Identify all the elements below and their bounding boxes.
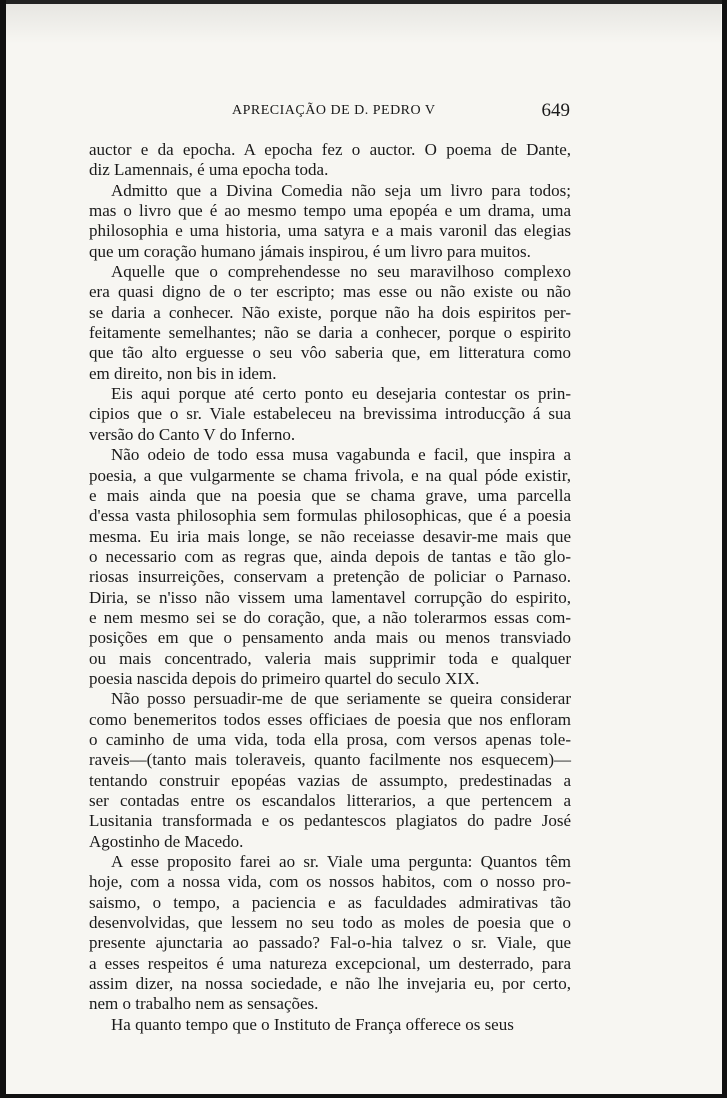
scan-edge-bottom [0, 1094, 727, 1098]
text-line: e nem mesmo sei se do coração, que, a não tolerarmos essas com- [89, 607, 571, 627]
text-line: cipios que o sr. Viale estabeleceu na brevissima introducção á sua [89, 404, 571, 424]
text-line: raveis—(tanto mais toleraveis, quanto facilmente nos esquecem)— [89, 750, 571, 770]
text-line: philosophia e uma historia, uma satyra e a mais varonil das elegias [89, 221, 571, 241]
page-header [90, 100, 570, 124]
text-line: presente ajunctaria ao passado? Fal-o-hia talvez o sr. Viale, que [89, 933, 571, 953]
text-line: saismo, o tempo, a paciencia e as faculdades admirativas tão [89, 892, 571, 912]
paragraph [89, 1015, 571, 1035]
text-line: o necessario com as regras que, ainda depois de tantas e tão glo- [89, 546, 571, 566]
text-line: Eis aqui porque até certo ponto eu desejaria contestar os prin- [111, 384, 571, 404]
text-line: ser contadas entre os escandalos litterarios, a que pertencem a [89, 791, 571, 810]
paragraph [89, 445, 571, 689]
text-line: diz Lamennais, é uma epocha toda. [89, 160, 329, 180]
text-line: auctor e da epocha. A epocha fez o auctor. O poema de Dante, [89, 140, 571, 159]
text-line: que tão alto erguesse o seu vôo saberia que, em litteratura como [89, 343, 571, 363]
text-line: era quasi digno de o ter escripto; mas esse ou não existe ou não [89, 282, 571, 302]
text-line: assim dizer, na nossa sociedade, e não lhe invejaria eu, por certo, [89, 974, 571, 994]
paragraph [89, 384, 571, 445]
text-line: riosas insurreições, conservam a pretenção de policiar o Parnaso. [89, 567, 571, 587]
text-line: o caminho de uma vida, toda ella prosa, com versos apenas tole- [89, 729, 571, 749]
page-top-shadow [6, 4, 721, 44]
text-line: Admitto que a Divina Comedia não seja um livro para todos; [111, 180, 571, 200]
page-number: 649 [541, 100, 570, 121]
text-line: Não posso persuadir-me de que seriamente se queira considerar [111, 689, 571, 709]
text-line: Diria, se n'isso não vissem uma lamentavel corrupção do espirito, [89, 587, 571, 607]
text-line: Lusitania transformada e os pedantescos plagiatos do padre José [89, 811, 571, 831]
text-line: e mais ainda que na poesia que se chama grave, uma parcella [89, 485, 571, 505]
paragraph [89, 852, 571, 1015]
text-line: Aquelle que o comprehendesse no seu maravilhoso complexo [111, 262, 571, 282]
text-line: tentando construir epopéas vazias de assumpto, predestinadas a [89, 770, 571, 790]
paragraph [89, 140, 571, 181]
paragraph [89, 689, 571, 852]
text-line: se daria a conhecer. Não existe, porque não ha dois espiritos per- [89, 302, 571, 322]
running-title: APRECIAÇÃO DE D. PEDRO V [232, 103, 436, 118]
text-line: desenvolvidas, que lessem no seu todo as moles de poesia que o [89, 913, 571, 933]
text-line: a esses respeitos é uma natureza excepcional, um desterrado, para [89, 953, 571, 973]
paragraph [89, 262, 571, 384]
text-line: nem o trabalho nem as sensações. [89, 994, 319, 1014]
text-line: posições em que o pensamento anda mais ou menos transviado [89, 628, 571, 648]
text-line: d'essa vasta philosophia sem formulas philosophicas, que é a poesia [89, 506, 571, 526]
scan-edge-right [722, 0, 727, 1098]
text-line: A esse proposito farei ao sr. Viale uma pergunta: Quantos têm [111, 852, 571, 872]
text-line: Ha quanto tempo que o Instituto de França offerece os seus [111, 1014, 514, 1034]
body-text [89, 140, 571, 1035]
text-line: poesia, a que vulgarmente se chama frivola, e na qual póde existir, [89, 465, 571, 485]
text-line: mesma. Eu iria mais longe, se não receiasse desavir-me mais que [89, 526, 571, 546]
text-line: Agostinho de Macedo. [89, 831, 244, 851]
text-line: que um coração humano jámais inspirou, é um livro para muitos. [89, 241, 531, 261]
text-line: Não odeio de todo essa musa vagabunda e facil, que inspira a [111, 445, 571, 465]
text-line: ou mais concentrado, valeria mais supprimir toda e qualquer [89, 648, 571, 668]
scan-edge-left [0, 0, 6, 1098]
text-line: como benemeritos todos esses officiaes de poesia que nos enfloram [89, 709, 571, 729]
text-line: em direito, non bis in idem. [89, 363, 277, 383]
text-line: mas o livro que é ao mesmo tempo uma epopéa e um drama, uma [89, 201, 571, 221]
text-line: versão do Canto V do Inferno. [89, 424, 296, 444]
paragraph [89, 181, 571, 262]
text-line: hoje, com a nossa vida, com os nossos habitos, com o nosso pro- [89, 872, 571, 892]
text-line: feitamente semelhantes; não se daria a conhecer, porque o espirito [89, 323, 571, 343]
text-line: poesia nascida depois do primeiro quartel do seculo XIX. [89, 668, 480, 688]
